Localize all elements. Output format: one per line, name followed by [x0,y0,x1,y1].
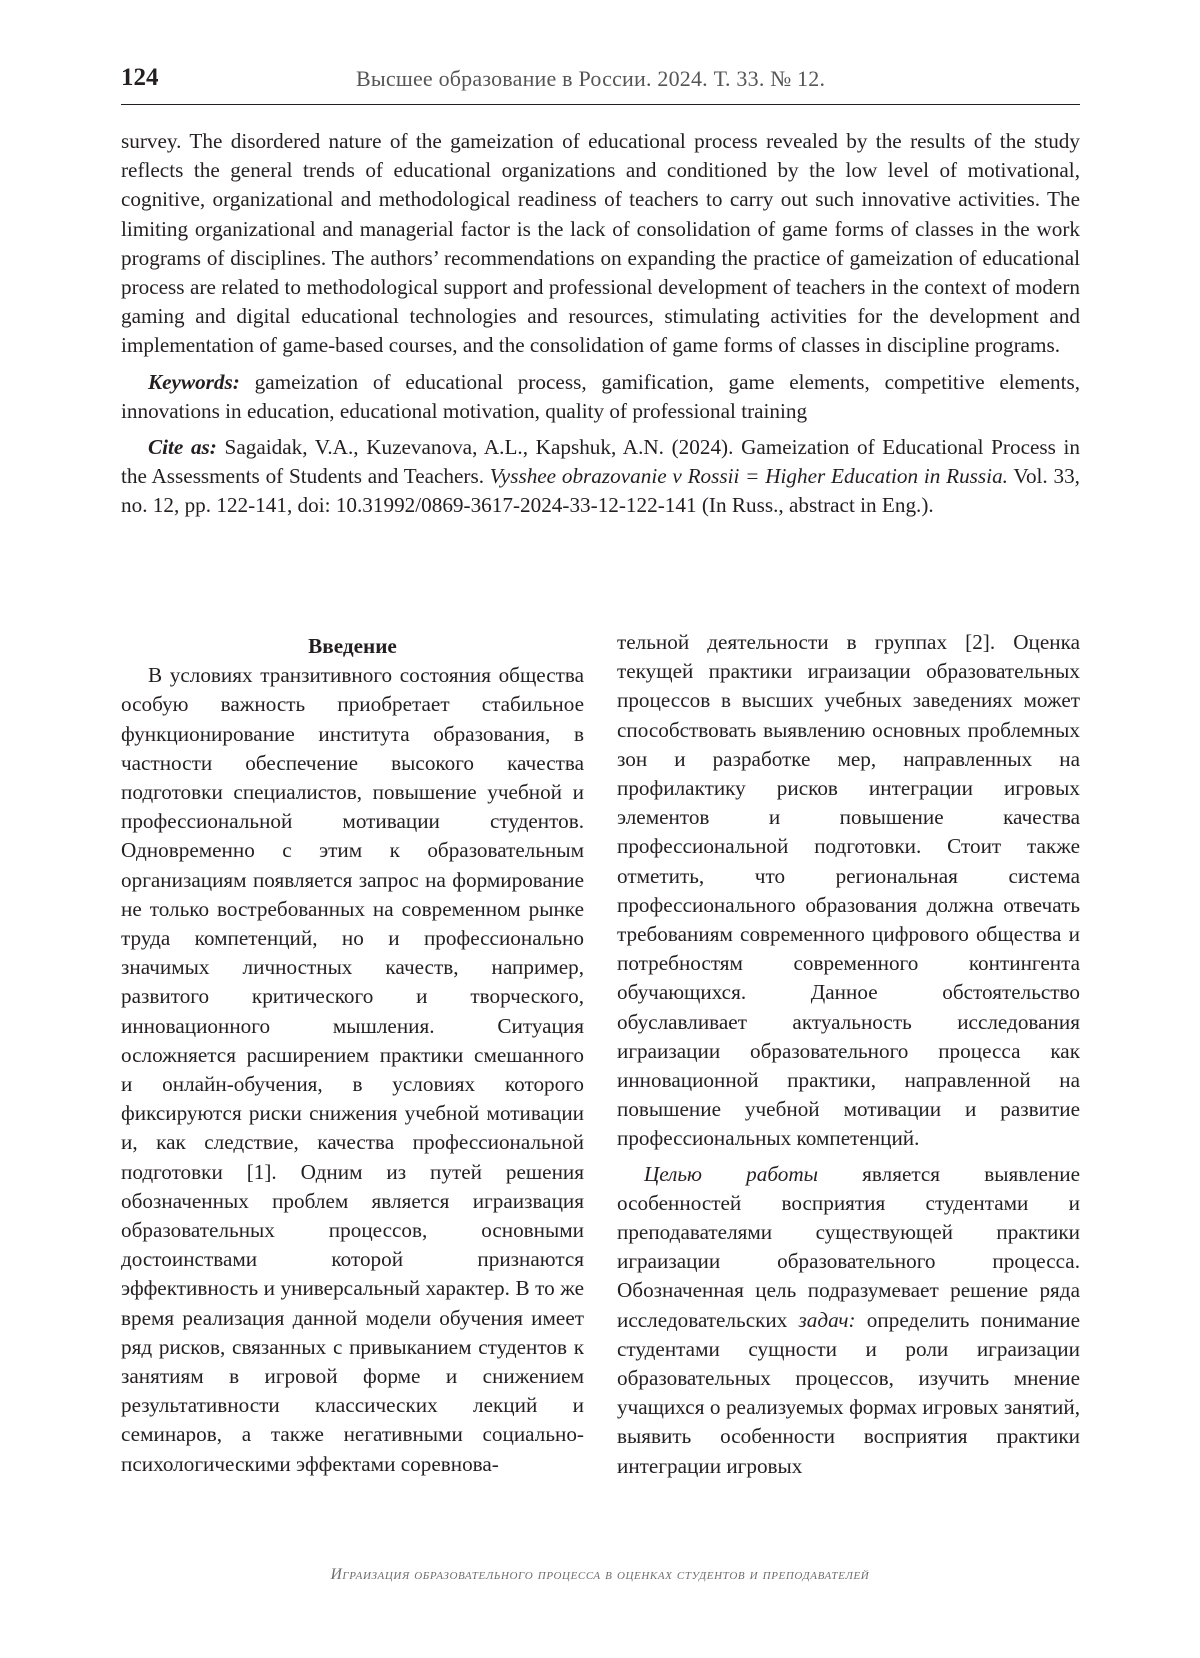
cite-label: Cite as: [148,435,217,460]
page-header [121,60,1080,105]
goal-italic: Целью работы [644,1161,818,1186]
cite-authors: Sagaidak, V.A., Kuzevanova, A.L., Kapshuk, A.N. (2024). Gameization of Educational Process in the Assessments of Students and Teachers. [121,435,1081,489]
abstract-text: survey. The disordered nature of the gameization of educational process revealed by the results of the study reflects the general trends of educational organizations and conditioned by the low level of motivational, cognitive, organizational and methodological readiness of teachers to carry out such innovative activities. The limiting organizational and managerial factor is the lack of consolidation of game forms of classes in the work programs of disciplines. The authors’ recommendations on expanding the practice of gameization of educational process are related to methodological support and professional development of teachers in the context of modern gaming and digital educational technologies and resources, stimulating activities for the development and implementation of game-based courses, and the consolidation of game forms of classes in discipline programs. [121,129,1080,358]
right-column [617,628,1080,1481]
intro-paragraph-left: В условиях транзитивного состояния общества особую важность приобретает стабильное функционирование института образования, в частности обеспечение высокого качества подготовки специалистов, повышение учебной и профессиональной мотивации студентов. Одновременно с этим к образовательным организациям появляется запрос на формирование не только востребованных на современном рынке труда компетенций, но и профессионально значимых личностных качеств, например, развитого критического и творческого, инновационного мышления. Ситуация осложняется расширением практики смешанного и онлайн-обучения, в условиях которого фиксируются риски снижения учебной мотивации и, как следствие, качества профессиональной подготовки [1]. Одним из путей решения обозначенных проблем является играизвация образовательных процессов, основными достоинствами которой признаются эффективность и универсальный характер. В то же время реализация данной модели обучения имеет ряд рисков, связанных с привыканием студентов к занятиям в игровой форме и снижением результативности классических лекций и семинаров, а также негативными социально-психологическими эффектами соревнова- [121,663,584,1476]
intro-paragraph-right: тельной деятельности в группах [2]. Оценка текущей практики играизации образовательных процессов в высших учебных заведениях может способствовать выявлению основных проблемных зон и разработке мер, направленных на профилактику рисков интеграции игровых элементов и повышение качества профессиональной подготовки. Стоит также отметить, что региональная система профессионального образования должна отвечать требованиям современного цифрового общества и потребностям современного контингента обучающихся. Данное обстоятельство обуславливает актуальность исследования играизации образовательного процесса как инновационной практики, направленной на повышение учебной мотивации и развитие профессиональных компетенций. [617,630,1080,1151]
keywords-list: gameization of educational process, gamification, game elements, competitive elements, innovations in education, educational motivation, quality of professional training [121,369,1080,423]
keywords [121,368,1080,426]
journal-title: Высшее образование в России. 2024. Т. 33. № 12. [356,66,826,91]
goal-text-2: определить понимание студентами сущности и роли играизации образовательных процессов, изучить мнение учащихся о реализуемых формах игровых занятий, выявить особенности восприятия практики интеграции игровых [617,1307,1081,1478]
goal-paragraph [617,1160,1080,1481]
goal-text-1: является выявление особенностей восприятия студентами и преподавателями существующей практики играизации образовательного процесса. Обозначенная цель подразумевает решение ряда исследовательских [617,1161,1080,1332]
cite-details: Vol. 33, no. 12, pp. 122-141, doi: 10.31992/0869-3617-2024-33-12-122-141 (In Russ., abstract in Eng.). [121,464,1080,518]
running-footer: Играизация образовательного процесса в оценках студентов и преподавателей [330,1566,870,1583]
tasks-italic: задач: [798,1307,856,1332]
cite-journal: Vysshee obrazovanie v Rossii = Higher Education in Russia. [489,464,1008,489]
section-heading: Введение [308,634,397,658]
page-number: 124 [121,64,159,91]
citation [121,433,1080,521]
english-abstract [121,127,1080,521]
left-column [121,632,584,1479]
keywords-label: Keywords: [148,369,240,394]
